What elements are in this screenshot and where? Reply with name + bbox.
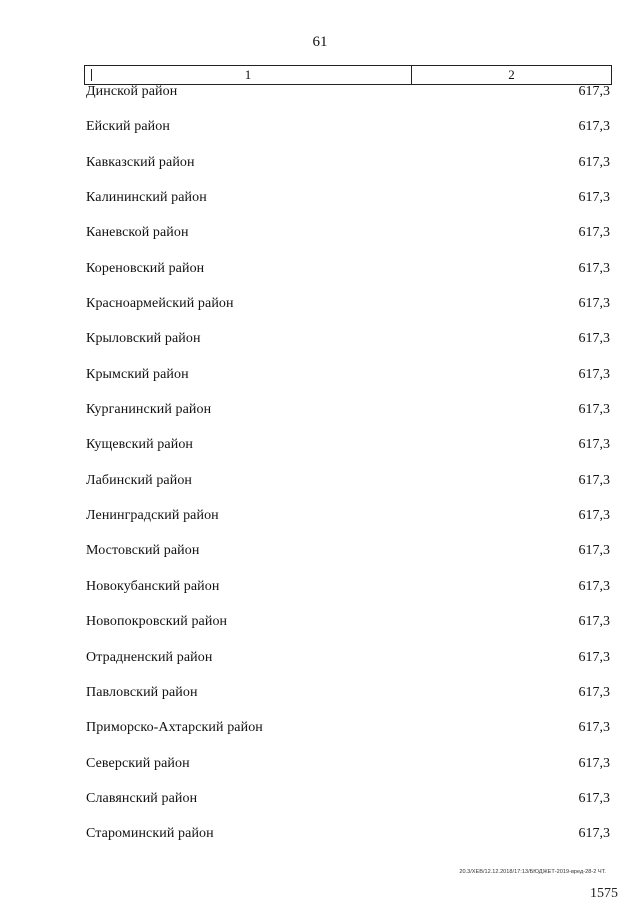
- district-value: 617,3: [578, 543, 610, 559]
- column-header-1-label: 1: [244, 67, 252, 82]
- table-row: [86, 649, 610, 684]
- table-row: [86, 189, 610, 224]
- table-row: [86, 507, 610, 542]
- district-name: Староминский район: [86, 826, 214, 842]
- table-row: [86, 224, 610, 259]
- district-value: 617,3: [578, 578, 610, 594]
- district-name: Ейский район: [86, 119, 170, 135]
- table-row: [86, 295, 610, 330]
- document-footer-reference: 20.3/ХЕВ/12.12.2018/17:13/БЮДЖЕТ-2019-вред-28-2 ЧТ.: [459, 869, 606, 875]
- district-name: Новопокровский район: [86, 614, 228, 630]
- district-name: Кущевский район: [86, 437, 194, 453]
- district-value: 617,3: [578, 755, 610, 771]
- district-value: 617,3: [578, 720, 610, 736]
- page-number: 61: [312, 34, 328, 50]
- district-name: Лабинский район: [86, 472, 193, 488]
- district-name: Новокубанский район: [86, 578, 220, 594]
- header-tick-mark: [91, 69, 92, 81]
- table-row: [86, 578, 610, 613]
- corner-page-number: 1575: [590, 886, 618, 901]
- district-name: Красноармейский район: [86, 296, 234, 312]
- district-name: Ленинградский район: [86, 508, 219, 524]
- district-value: 617,3: [578, 790, 610, 806]
- district-value: 617,3: [578, 649, 610, 665]
- district-value: 617,3: [578, 331, 610, 347]
- district-value: 617,3: [578, 472, 610, 488]
- table-row: [86, 154, 610, 189]
- district-name: Крыловский район: [86, 331, 201, 347]
- district-name: Каневской район: [86, 225, 189, 241]
- table-row: [86, 542, 610, 577]
- district-name: Крымский район: [86, 366, 189, 382]
- table-row: [86, 118, 610, 153]
- district-value: 617,3: [578, 614, 610, 630]
- district-name: Кавказский район: [86, 154, 195, 170]
- district-name: Кореновский район: [86, 260, 205, 276]
- table-row: [86, 684, 610, 719]
- district-value: 617,3: [578, 508, 610, 524]
- district-table: [86, 83, 610, 861]
- district-value: 617,3: [578, 190, 610, 206]
- table-row: [86, 366, 610, 401]
- district-name: Отрадненский район: [86, 649, 213, 665]
- district-value: 617,3: [578, 402, 610, 418]
- district-name: Мостовский район: [86, 543, 200, 559]
- column-header-1: [85, 66, 412, 84]
- table-row: [86, 401, 610, 436]
- district-value: 617,3: [578, 225, 610, 241]
- table-column-header: [84, 65, 612, 85]
- table-row: [86, 719, 610, 754]
- district-value: 617,3: [578, 119, 610, 135]
- district-value: 617,3: [578, 826, 610, 842]
- column-header-2: [412, 66, 611, 84]
- district-value: 617,3: [578, 366, 610, 382]
- table-row: [86, 330, 610, 365]
- district-value: 617,3: [578, 260, 610, 276]
- district-value: 617,3: [578, 684, 610, 700]
- district-name: Динской район: [86, 84, 178, 99]
- table-row: [86, 260, 610, 295]
- table-row: [86, 472, 610, 507]
- district-value: 617,3: [578, 437, 610, 453]
- table-row: [86, 825, 610, 860]
- column-header-2-label: 2: [508, 67, 515, 82]
- district-name: Калининский район: [86, 190, 207, 206]
- table-row: [86, 83, 610, 118]
- table-row: [86, 436, 610, 471]
- district-value: 617,3: [578, 296, 610, 312]
- district-name: Славянский район: [86, 790, 198, 806]
- district-name: Павловский район: [86, 684, 198, 700]
- table-row: [86, 755, 610, 790]
- district-name: Курганинский район: [86, 402, 212, 418]
- district-name: Северский район: [86, 755, 190, 771]
- table-row: [86, 613, 610, 648]
- district-value: 617,3: [578, 84, 610, 99]
- district-value: 617,3: [578, 154, 610, 170]
- table-row: [86, 790, 610, 825]
- district-name: Приморско-Ахтарский район: [86, 720, 263, 736]
